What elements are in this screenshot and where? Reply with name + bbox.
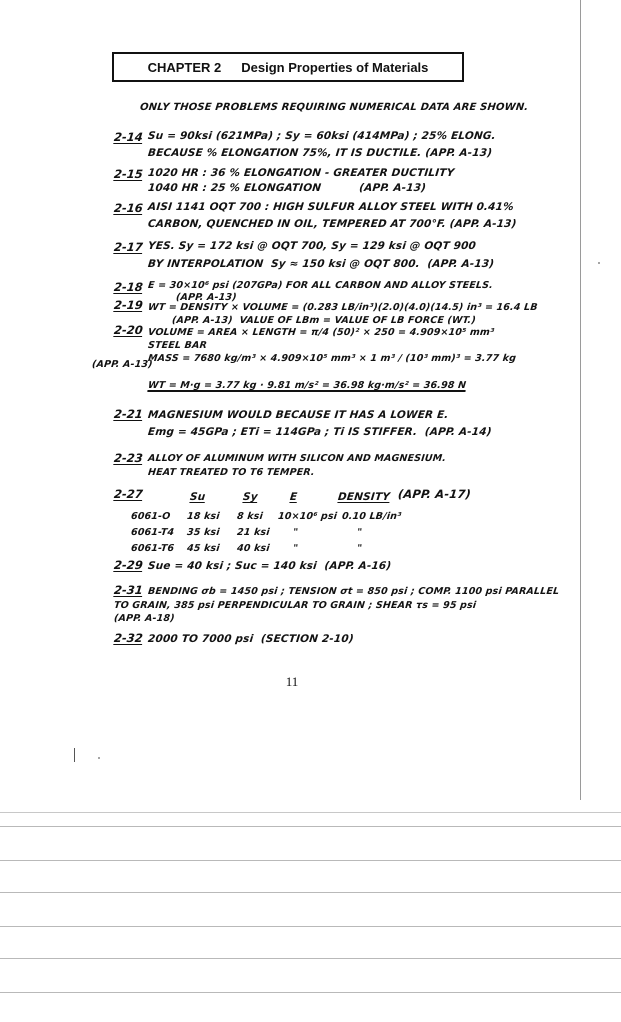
problem-2-19-line2: (APP. A-13) VALUE OF LBm = VALUE OF LB FORCE (WT.) [171, 315, 477, 326]
table-row-su: 45 ksi [186, 543, 221, 554]
table-row-density: 0.10 LB/in³ [341, 511, 402, 522]
intro-note: ONLY THOSE PROBLEMS REQUIRING NUMERICAL DATA ARE SHOWN. [139, 102, 529, 113]
problem-2-20-line3: MASS = 7680 kg/m³ × 4.909×10⁵ mm³ × 1 m³ / (10³ mm)³ = 3.77 kg [147, 353, 517, 364]
table-row-e: " [292, 543, 299, 554]
problem-number: 2-17 [113, 240, 144, 254]
problem-2-29-line1: Sue = 40 ksi ; Suc = 140 ksi (APP. A-16) [147, 560, 392, 572]
problem-2-20-line1: VOLUME = AREA × LENGTH = π/4 (50)² × 250 = 4.909×10⁵ mm³ [147, 327, 495, 338]
table-row-sy: 8 ksi [236, 511, 264, 522]
problem-2-31-line3: (APP. A-18) [113, 613, 176, 624]
problem-2-19-line1: WT = DENSITY × VOLUME = (0.283 LB/in³)(2.0)(4.0)(14.5) in³ = 16.4 LB [147, 302, 539, 313]
problem-2-14-line2: BECAUSE % ELONGATION 75%, IT IS DUCTILE. (APP. A-13) [147, 147, 493, 159]
ruled-line [0, 860, 621, 861]
table-row-alloy: 6061-T6 [130, 543, 175, 554]
problem-number: 2-16 [113, 201, 144, 215]
problem-2-21-line2: Emg = 45GPa ; ETi = 114GPa ; Ti IS STIFFER. (APP. A-14) [147, 426, 493, 438]
margin-dot [598, 262, 600, 264]
problem-2-23-line2: HEAT TREATED TO T6 TEMPER. [147, 467, 316, 478]
problem-2-31-line2: TO GRAIN, 385 psi PERPENDICULAR TO GRAIN ; SHEAR τs = 95 psi [113, 600, 477, 611]
problem-2-18-line2: (APP. A-13) [175, 292, 238, 303]
ruled-line [0, 812, 621, 813]
problem-number: 2-18 [113, 280, 144, 294]
chapter-header [112, 52, 464, 82]
table-header-sy: Sy [242, 491, 259, 503]
table-row-alloy: 6061-O [130, 511, 171, 522]
problem-2-20-line4: WT = M·g = 3.77 kg · 9.81 m/s² = 36.98 kg·m/s² = 36.98 N [147, 380, 467, 391]
problem-2-15-line2: 1040 HR : 25 % ELONGATION (APP. A-13) [147, 182, 427, 194]
table-row-e: " [292, 527, 299, 538]
ruled-line [0, 826, 621, 827]
problem-2-16-line1: AISI 1141 OQT 700 : HIGH SULFUR ALLOY STEEL WITH 0.41% [147, 201, 515, 213]
ruled-line [0, 892, 621, 893]
problem-number: 2-14 [113, 130, 144, 144]
problem-2-20-line2: STEEL BAR [147, 340, 208, 351]
page-frame [76, 0, 581, 800]
table-row-density: " [356, 527, 363, 538]
problem-number: 2-29 [113, 558, 144, 572]
table-header-e: E [289, 491, 298, 503]
margin-dot [98, 757, 100, 759]
table-ref: (APP. A-17) [397, 487, 472, 501]
problem-2-16-line2: CARBON, QUENCHED IN OIL, TEMPERED AT 700°F. (APP. A-13) [147, 218, 518, 230]
problem-2-17-line1: YES. Sy = 172 ksi @ OQT 700, Sy = 129 ksi @ OQT 900 [147, 240, 477, 252]
margin-tick [74, 748, 75, 762]
problem-number: 2-23 [113, 451, 144, 465]
problem-2-23-line1: ALLOY OF ALUMINUM WITH SILICON AND MAGNESIUM. [147, 453, 447, 464]
chapter-number: CHAPTER 2 [147, 59, 222, 75]
problem-2-20-ref: (APP. A-13) [91, 359, 154, 370]
table-row-sy: 40 ksi [236, 543, 271, 554]
table-row-density: " [356, 543, 363, 554]
problem-number: 2-31 [113, 583, 144, 597]
problem-2-18-line1: E = 30×10⁶ psi (207GPa) FOR ALL CARBON AND ALLOY STEELS. [147, 280, 494, 291]
page-number: 11 [285, 674, 299, 689]
table-header-su: Su [189, 491, 206, 503]
problem-2-31-line1: BENDING σb = 1450 psi ; TENSION σt = 850 psi ; COMP. 1100 psi PARALLEL [147, 586, 560, 597]
problem-number: 2-20 [113, 323, 144, 337]
problem-2-21-line1: MAGNESIUM WOULD BECAUSE IT HAS A LOWER E. [147, 409, 450, 421]
table-row-e: 10×10⁶ psi [277, 511, 338, 522]
problem-2-14-line1: Su = 90ksi (621MPa) ; Sy = 60ksi (414MPa) ; 25% ELONG. [147, 130, 497, 142]
table-row-su: 35 ksi [186, 527, 221, 538]
problem-2-17-line2: BY INTERPOLATION Sy ≈ 150 ksi @ OQT 800. (APP. A-13) [147, 258, 495, 270]
table-row-sy: 21 ksi [236, 527, 271, 538]
problem-number: 2-15 [113, 167, 144, 181]
table-row-alloy: 6061-T4 [130, 527, 175, 538]
table-header-density: DENSITY [337, 491, 391, 503]
problem-number: 2-32 [113, 631, 144, 645]
table-row-su: 18 ksi [186, 511, 221, 522]
problem-number: 2-27 [113, 487, 144, 501]
chapter-title: Design Properties of Materials [241, 59, 429, 75]
problem-2-32-line1: 2000 TO 7000 psi (SECTION 2-10) [147, 633, 355, 645]
ruled-line [0, 992, 621, 993]
problem-number: 2-21 [113, 407, 144, 421]
problem-number: 2-19 [113, 298, 144, 312]
ruled-line [0, 926, 621, 927]
ruled-line [0, 958, 621, 959]
problem-2-15-line1: 1020 HR : 36 % ELONGATION - GREATER DUCTILITY [147, 167, 455, 179]
